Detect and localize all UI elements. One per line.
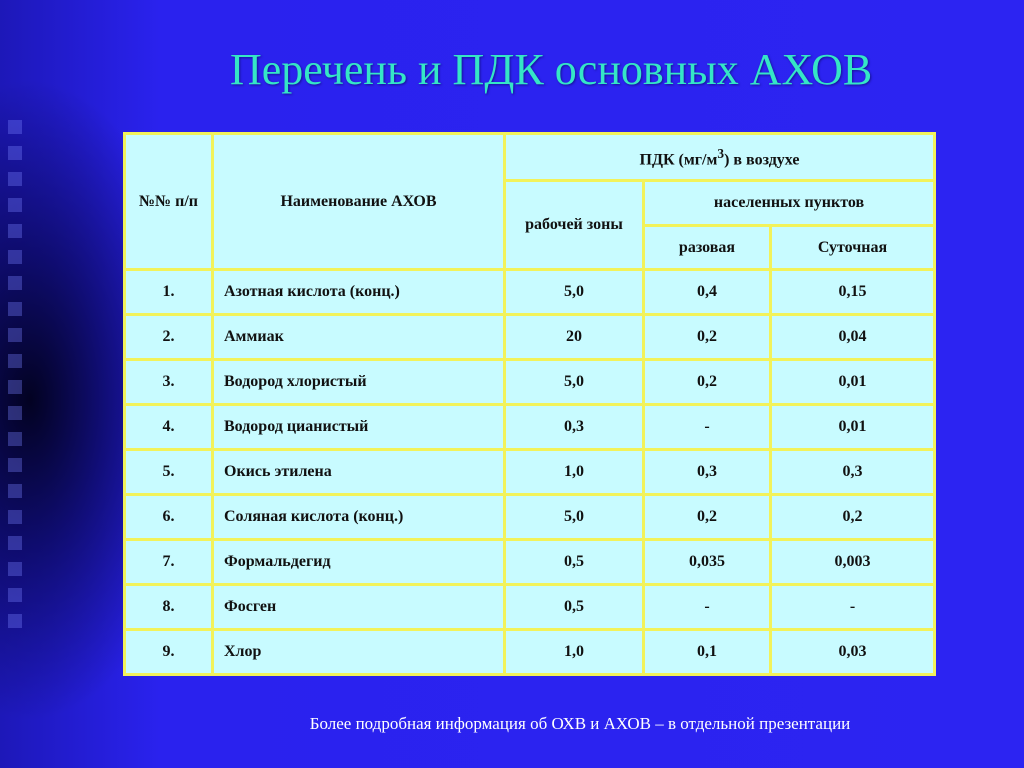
cell-single: 0,1 [644, 630, 771, 675]
cell-work-zone: 1,0 [505, 630, 644, 675]
decor-square [8, 328, 22, 342]
cell-daily: 0,04 [771, 315, 935, 360]
decor-square [8, 614, 22, 628]
decor-square [8, 354, 22, 368]
header-pdk [505, 134, 935, 181]
decor-square [8, 588, 22, 602]
cell-daily: 0,15 [771, 270, 935, 315]
cell-name: Водород хлористый [213, 360, 505, 405]
decor-square [8, 562, 22, 576]
cell-daily: - [771, 585, 935, 630]
header-pdk-prefix: ПДК (мг/м [639, 151, 718, 169]
cell-work-zone: 5,0 [505, 270, 644, 315]
table-row [125, 405, 935, 450]
decor-square [8, 484, 22, 498]
decor-square [8, 146, 22, 160]
cell-num: 3. [125, 360, 213, 405]
table-row [125, 585, 935, 630]
cell-num: 2. [125, 315, 213, 360]
cell-name: Соляная кислота (конц.) [213, 495, 505, 540]
cell-work-zone: 0,3 [505, 405, 644, 450]
decor-square [8, 536, 22, 550]
cell-num: 9. [125, 630, 213, 675]
cell-num: 1. [125, 270, 213, 315]
cell-daily: 0,003 [771, 540, 935, 585]
cell-num: 4. [125, 405, 213, 450]
header-num: №№ п/п [125, 134, 213, 270]
header-settlements: населенных пунктов [644, 181, 935, 226]
decor-square [8, 120, 22, 134]
table-row [125, 495, 935, 540]
table-row [125, 315, 935, 360]
decor-square [8, 276, 22, 290]
cell-num: 7. [125, 540, 213, 585]
cell-name: Формальдегид [213, 540, 505, 585]
cell-single: - [644, 405, 771, 450]
cell-name: Окись этилена [213, 450, 505, 495]
cell-name: Фосген [213, 585, 505, 630]
decor-square [8, 224, 22, 238]
pdk-table [123, 132, 936, 676]
decor-square [8, 510, 22, 524]
cell-daily: 0,3 [771, 450, 935, 495]
cell-name: Хлор [213, 630, 505, 675]
cell-name: Аммиак [213, 315, 505, 360]
decor-square [8, 172, 22, 186]
decor-square [8, 406, 22, 420]
header-daily: Суточная [771, 226, 935, 270]
cell-daily: 0,03 [771, 630, 935, 675]
cell-daily: 0,01 [771, 405, 935, 450]
cell-work-zone: 1,0 [505, 450, 644, 495]
header-pdk-suffix: ) в воздухе [724, 151, 800, 169]
table-row [125, 270, 935, 315]
decor-square [8, 432, 22, 446]
decor-square [8, 458, 22, 472]
cell-daily: 0,01 [771, 360, 935, 405]
decor-square [8, 302, 22, 316]
cell-work-zone: 0,5 [505, 585, 644, 630]
page-title: Перечень и ПДК основных АХОВ [230, 45, 873, 94]
table-row [125, 450, 935, 495]
cell-single: 0,4 [644, 270, 771, 315]
footer-note: Более подробная информация об ОХВ и АХОВ – в отдельной презентации [309, 714, 851, 733]
header-work-zone: рабочей зоны [505, 181, 644, 270]
header-name: Наименование АХОВ [213, 134, 505, 270]
table-row [125, 540, 935, 585]
cell-single: 0,035 [644, 540, 771, 585]
cell-daily: 0,2 [771, 495, 935, 540]
cell-num: 6. [125, 495, 213, 540]
cell-single: 0,3 [644, 450, 771, 495]
header-single: разовая [644, 226, 771, 270]
cell-single: 0,2 [644, 495, 771, 540]
decor-square [8, 380, 22, 394]
header-pdk-sup: 3 [717, 145, 725, 161]
cell-work-zone: 20 [505, 315, 644, 360]
cell-work-zone: 0,5 [505, 540, 644, 585]
decor-square [8, 250, 22, 264]
cell-work-zone: 5,0 [505, 495, 644, 540]
cell-single: 0,2 [644, 360, 771, 405]
cell-single: - [644, 585, 771, 630]
table-row [125, 360, 935, 405]
decor-square [8, 198, 22, 212]
cell-num: 5. [125, 450, 213, 495]
cell-num: 8. [125, 585, 213, 630]
cell-name: Водород цианистый [213, 405, 505, 450]
cell-name: Азотная кислота (конц.) [213, 270, 505, 315]
cell-single: 0,2 [644, 315, 771, 360]
decorative-squares [8, 120, 24, 640]
cell-work-zone: 5,0 [505, 360, 644, 405]
table-row [125, 630, 935, 675]
